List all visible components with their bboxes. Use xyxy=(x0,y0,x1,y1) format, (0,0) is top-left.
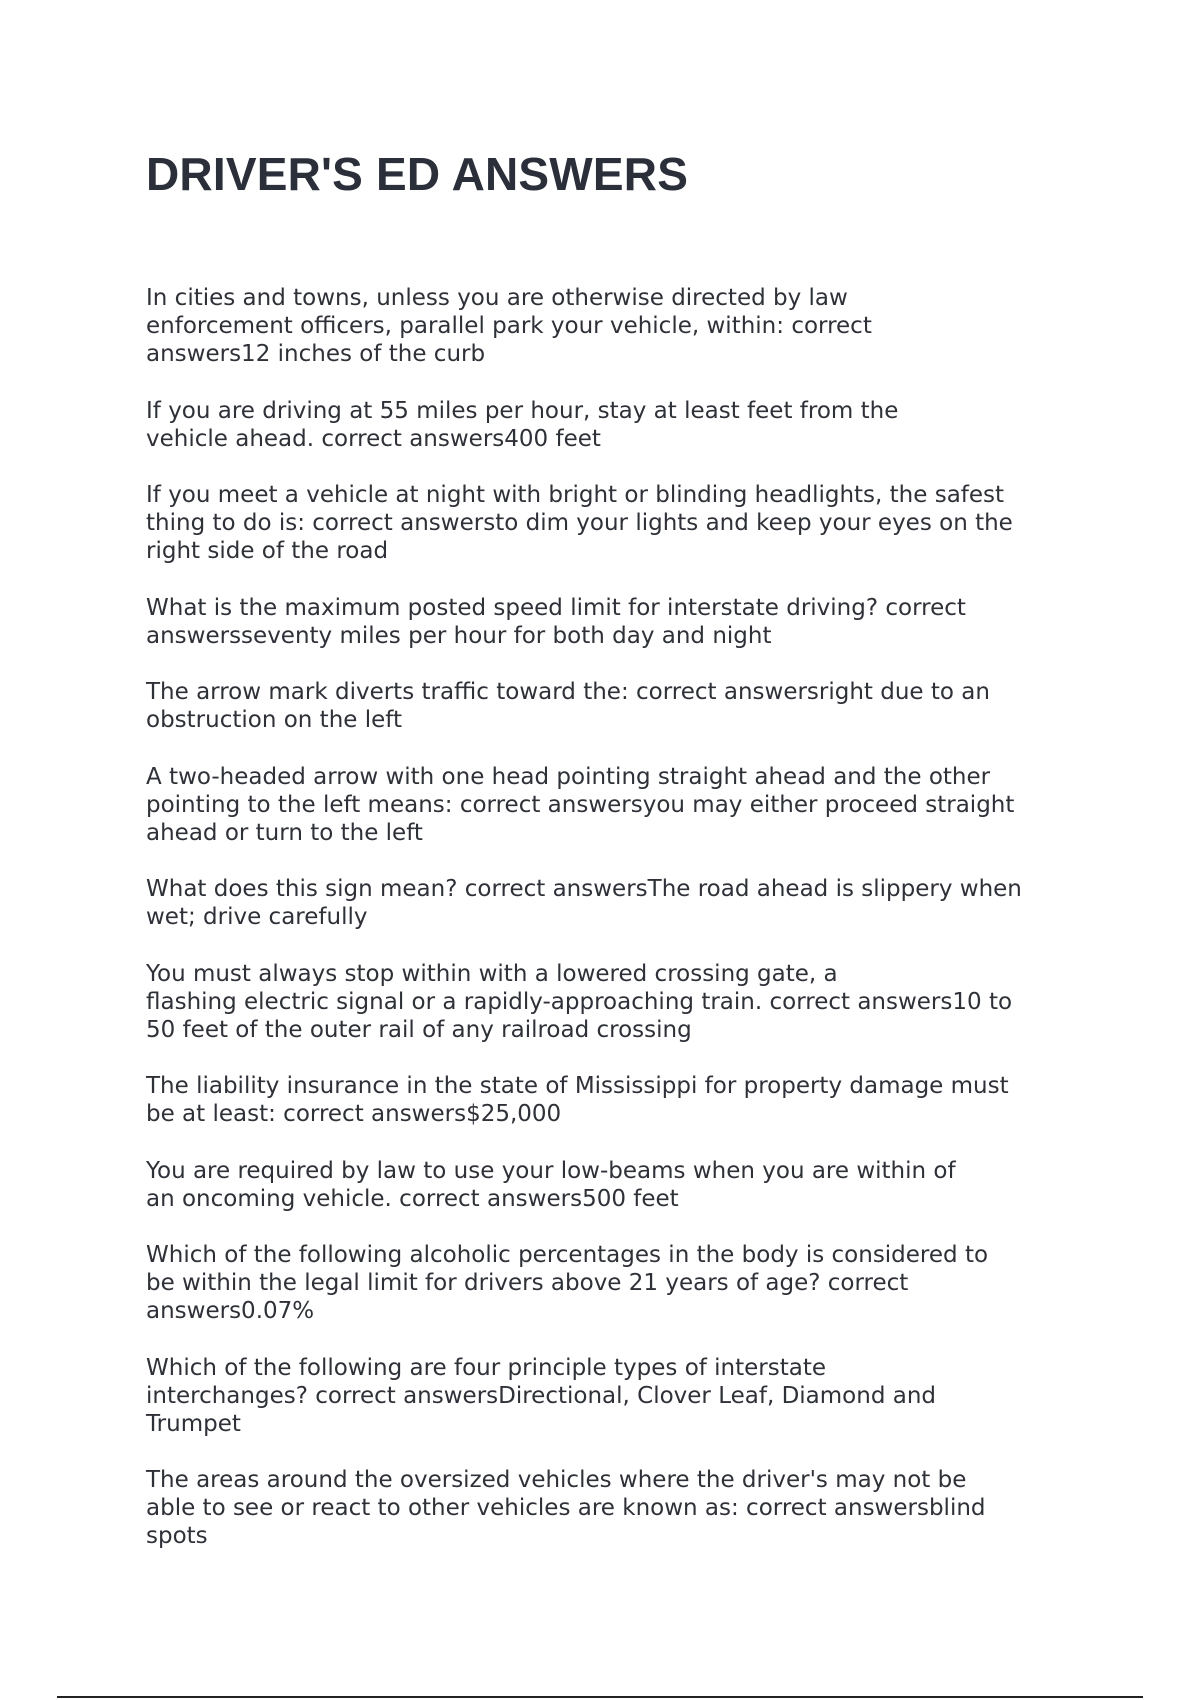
qa-item-5: The arrow mark diverts traffic toward the: correct answersright due to an obstruction on the left xyxy=(146,679,990,733)
page-title: DRIVER'S ED ANSWERS xyxy=(146,148,689,200)
qa-item-3: If you meet a vehicle at night with bright or blinding headlights, the safest thing to do is: correct answersto dim your lights and keep your eyes on the right side of the road xyxy=(146,482,1013,564)
qa-item-7: What does this sign mean? correct answersThe road ahead is slippery when wet; drive carefully xyxy=(146,876,1022,930)
qa-item-1: In cities and towns, unless you are otherwise directed by law enforcement officers, parallel park your vehicle, within: correct answers12 inches of the curb xyxy=(146,285,872,367)
qa-item-13: The areas around the oversized vehicles where the driver's may not be able to see or react to other vehicles are known as: correct answersblind spots xyxy=(146,1467,986,1549)
qa-item-8: You must always stop within with a lowered crossing gate, a flashing electric signal or a rapidly-approaching train. correct answers10 to 50 feet of the outer rail of any railroad crossing xyxy=(146,960,1013,1043)
qa-item-10: You are required by law to use your low-beams when you are within of an oncoming vehicle. correct answers500 feet xyxy=(146,1157,956,1212)
qa-item-12: Which of the following are four principle types of interstate interchanges? correct answersDirectional, Clover Leaf, Diamond and Trumpet xyxy=(146,1354,936,1437)
qa-list xyxy=(146,284,1086,1579)
qa-item-11: Which of the following alcoholic percentages in the body is considered to be within the legal limit for drivers above 21 years of age? correct answers0.07% xyxy=(146,1242,989,1324)
qa-item-4: What is the maximum posted speed limit for interstate driving? correct answersseventy miles per hour for both day and night xyxy=(146,594,966,649)
qa-item-6: A two-headed arrow with one head pointing straight ahead and the other pointing to the left means: correct answersyou may either proceed straight ahead or turn to the left xyxy=(146,763,1015,846)
qa-item-2: If you are driving at 55 miles per hour, stay at least feet from the vehicle ahead. correct answers400 feet xyxy=(146,397,899,452)
qa-item-9: The liability insurance in the state of Mississippi for property damage must be at least: correct answers$25,000 xyxy=(146,1073,1009,1127)
footer-divider xyxy=(57,1696,1143,1698)
